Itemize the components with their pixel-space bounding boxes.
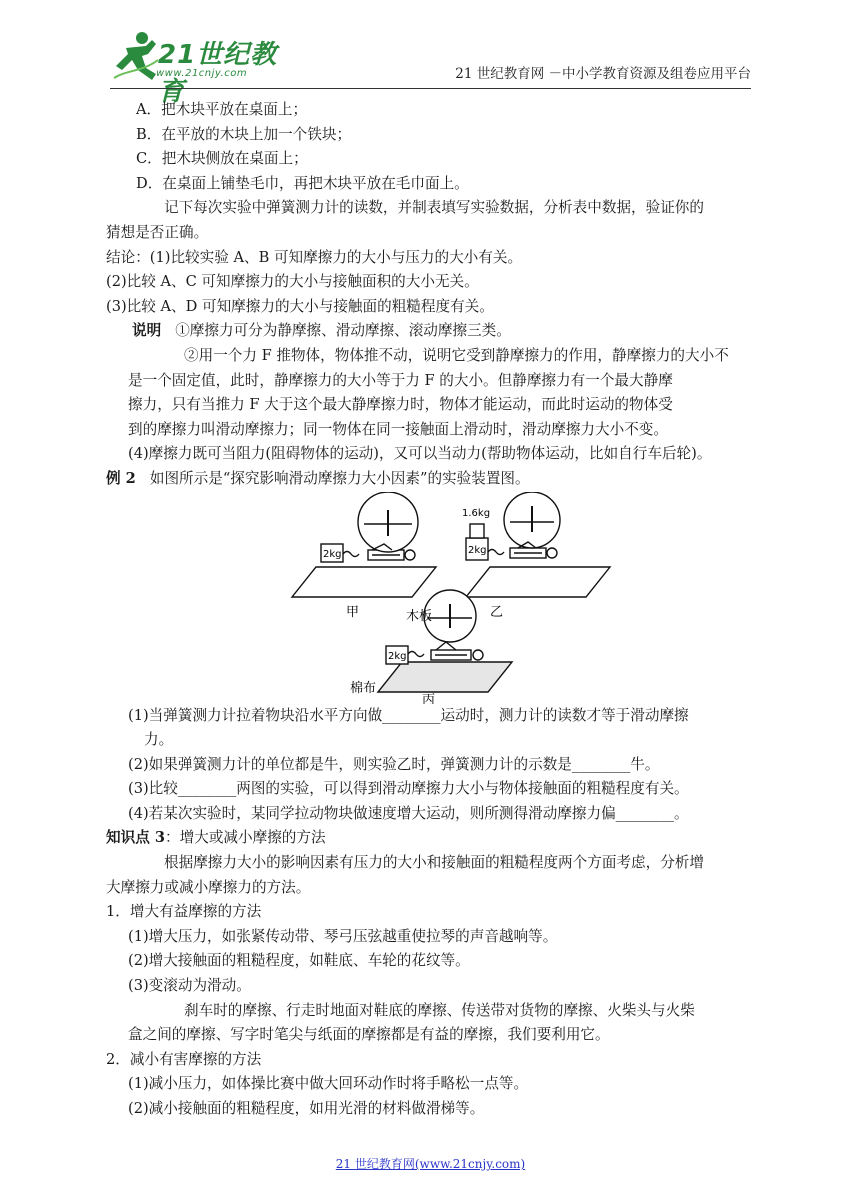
mass-label-jia: 2kg (323, 548, 342, 560)
example-label: 例 2 (106, 469, 136, 487)
label-cloth: 棉布 (350, 680, 377, 696)
section-1-item-1: (1)增大压力，如张紧传动带、琴弓压弦越重使拉琴的声音越响等。 (128, 927, 558, 945)
section-1-item-3: (3)变滚动为滑动。 (128, 977, 251, 995)
section-2-title: 2．减小有害摩擦的方法 (106, 1050, 262, 1068)
note-2a: ②用一个力 F 推物体，物体推不动，说明它受到静摩擦力的作用，静摩擦力的大小不 (184, 346, 729, 364)
kp3-label: 知识点 3 (106, 829, 166, 847)
question-2: (2)如果弹簧测力计的单位都是牛，则实验乙时，弹簧测力计的示数是________牛。 (128, 755, 660, 773)
runner-logo-icon (112, 30, 160, 84)
question-1a: (1)当弹簧测力计拉着物块沿水平方向做________运动时，测力计的读数才等于滑动摩擦 (128, 706, 689, 724)
section-1-item-2: (2)增大接触面的粗糙程度，如鞋底、车轮的花纹等。 (128, 952, 470, 970)
section-1-title: 1．增大有益摩擦的方法 (106, 903, 262, 921)
example-text: 如图所示是“探究影响滑动摩擦力大小因素”的实验装置图。 (149, 469, 530, 487)
weight-label-yi: 1.6kg (462, 507, 491, 519)
option-b: B．在平放的木块上加一个铁块； (136, 125, 352, 143)
label-yi: 乙 (490, 604, 504, 620)
document-body (106, 98, 756, 1122)
question-4: (4)若某次实验时，某同学拉动物块做速度增大运动，则所测得滑动摩擦力偏________。 (128, 804, 689, 822)
note-2c: 擦力，只有当推力 F 大于这个最大静摩擦力时，物体才能运动，而此时运动的物体受 (128, 396, 673, 414)
record-text-2: 猜想是否正确。 (106, 223, 209, 241)
note-row-1 (106, 319, 756, 344)
logo-url: www.21cnjy.com (156, 68, 248, 79)
setup-jia (292, 492, 436, 597)
header-site-title: 21 世纪教育网 －中小学教育资源及组卷应用平台 (455, 66, 751, 82)
conclusion-1: 结论：(1)比较实验 A、B 可知摩擦力的大小与压力的大小有关。 (106, 248, 523, 266)
note-label: 说明 (132, 322, 162, 340)
note-1: ①摩擦力可分为静摩擦、滑动摩擦、滚动摩擦三类。 (175, 322, 511, 340)
section-2-item-1: (1)减小压力，如体操比赛中做大回环动作时将手略松一点等。 (128, 1075, 529, 1093)
section-1-paragraph-1: 刹车时的摩擦、行走时地面对鞋底的摩擦、传送带对货物的摩擦、火柴头与火柴 (184, 1001, 695, 1019)
page-header (0, 0, 861, 107)
knowledge-point-3 (106, 826, 756, 851)
mass-label-bing: 2kg (388, 650, 407, 662)
site-logo[interactable] (112, 30, 292, 107)
note-4: (4)摩擦力既可当阻力(阻碍物体的运动)，又可以当动力(帮助物体运动，比如自行车后轮)。 (128, 445, 712, 463)
page-footer (0, 1155, 861, 1172)
question-3: (3)比较________两图的实验，可以得到滑动摩擦力大小与物体接触面的粗糙程度有关。 (128, 780, 689, 798)
footer-link[interactable]: 21 世纪教育网(www.21cnjy.com) (335, 1157, 526, 1171)
record-text-1: 记下每次实验中弹簧测力计的读数，并制表填写实验数据，分析表中数据，验证你的 (164, 199, 704, 217)
kp3-paragraph-1: 根据摩擦力大小的影响因素有压力的大小和接触面的粗糙程度两个方面考虑，分析增 (164, 854, 704, 872)
section-1-paragraph-2: 盒之间的摩擦、写字时笔尖与纸面的摩擦都是有益的摩擦，我们要利用它。 (128, 1026, 610, 1044)
label-jia: 甲 (346, 604, 360, 620)
kp3-title: ：增大或减小摩擦的方法 (165, 829, 326, 847)
apparatus-diagram (106, 492, 756, 704)
conclusion-2: (2)比较 A、C 可知摩擦力的大小与接触面积的大小无关。 (106, 273, 479, 291)
note-2d: 到的摩擦力叫滑动摩擦力；同一物体在同一接触面上滑动时，滑动摩擦力大小不变。 (128, 420, 668, 438)
example-2 (106, 467, 756, 492)
option-a: A．把木块平放在桌面上； (136, 101, 308, 118)
friction-experiment-figure (106, 492, 756, 704)
label-board: 木板 (406, 608, 433, 624)
conclusion-3: (3)比较 A、D 可知摩擦力的大小与接触面的粗糙程度有关。 (106, 297, 494, 315)
kp3-paragraph-2: 大摩擦力或减小摩擦力的方法。 (106, 878, 311, 896)
option-c: C．把木块侧放在桌面上； (136, 150, 308, 168)
header-divider (110, 88, 751, 89)
logo-text: 21世纪教育 (158, 40, 278, 107)
note-2b: 是一个固定值，此时，静摩擦力的大小等于力 F 的大小。但静摩擦力有一个最大静摩 (128, 371, 673, 389)
section-2-item-2: (2)减小接触面的粗糙程度，如用光滑的材料做滑梯等。 (128, 1100, 485, 1117)
label-bing: 丙 (422, 692, 436, 704)
question-1b: 力。 (144, 731, 174, 749)
option-d: D．在桌面上铺垫毛巾，再把木块平放在毛巾面上。 (136, 174, 469, 192)
mass-label-yi: 2kg (468, 544, 487, 556)
